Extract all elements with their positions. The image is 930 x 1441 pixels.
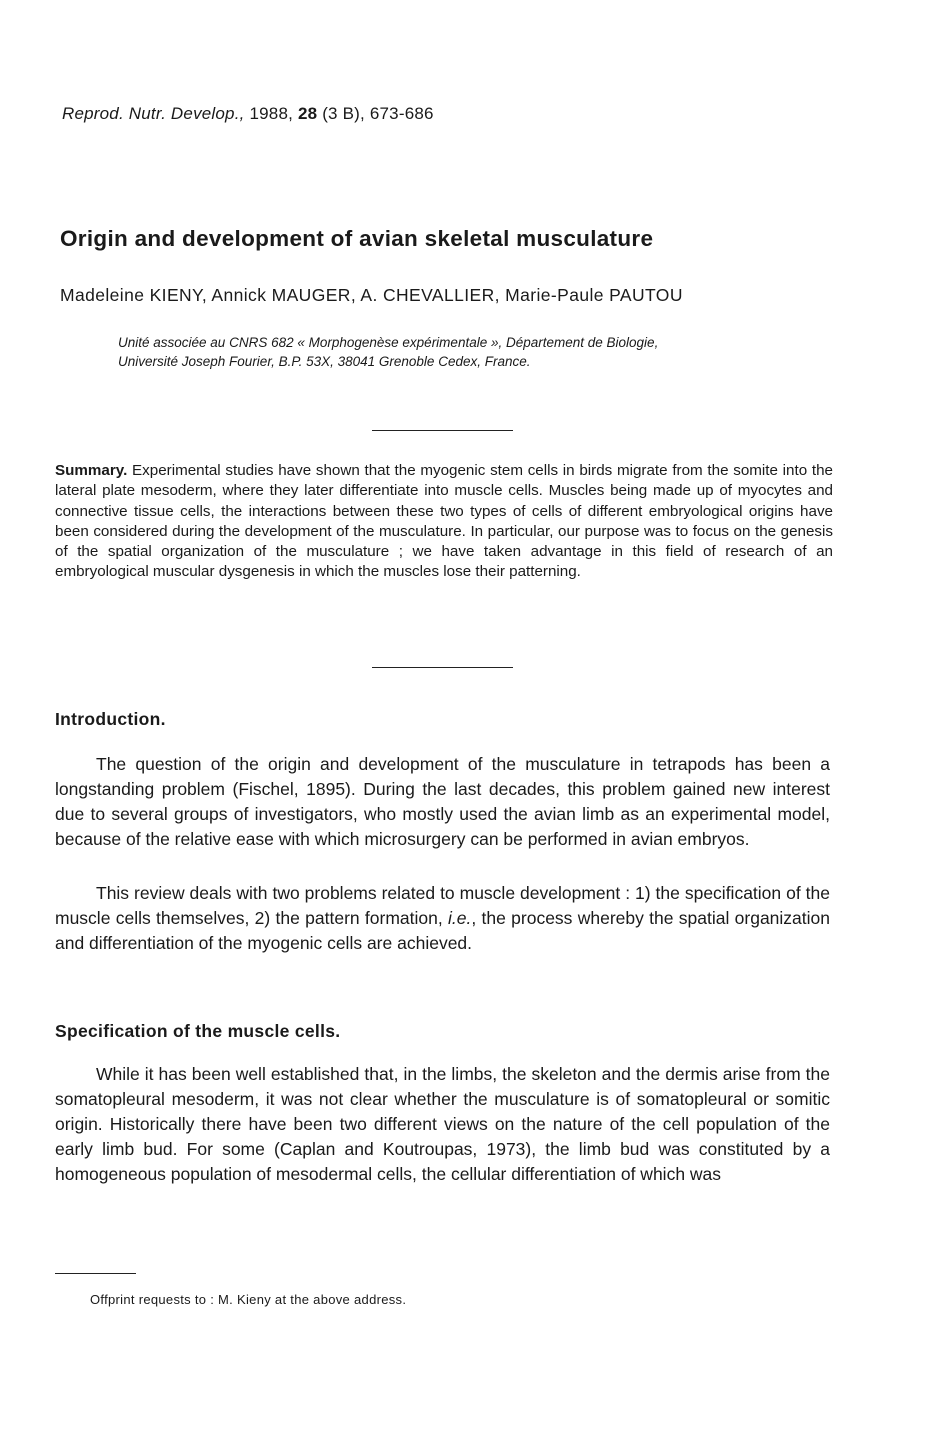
summary-label: Summary. (55, 462, 128, 479)
separator-rule (372, 667, 513, 668)
section-heading-specification: Specification of the muscle cells. (55, 1021, 341, 1041)
separator-rule (372, 430, 513, 431)
footnote: Offprint requests to : M. Kieny at the above address. (90, 1292, 407, 1307)
summary-abstract (55, 461, 833, 583)
summary-text: Experimental studies have shown that the myogenic stem cells in birds migrate from the somite into the lateral plate mesoderm, where they later differentiate into muscle cells. Muscles being made up of myocytes and connective tissue cells, the interactions between these two types of cells of different embryological origins have been considered during the development of the musculature. In particular, our purpose was to focus on the genesis of the spatial organization of the musculature ; we have taken advantage in this field of research of an embryological muscular dysgenesis in which the muscles lose their patterning. (55, 462, 833, 581)
specification-paragraph: While it has been well established that, in the limbs, the skeleton and the dermis arise from the somatopleural mesoderm, it was not clear whether the musculature is of somatopleural or somitic origin. Historically there have been two different views on the nature of the cell population of the early limb bud. For some (Caplan and Koutroupas, 1973), the limb bud was constituted by a homogeneous population of mesodermal cells, the cellular differentiation of which was (55, 1064, 830, 1184)
journal-citation (62, 104, 434, 124)
footnote-rule (55, 1273, 136, 1274)
intro-paragraph: The question of the origin and development of the musculature in tetrapods has been a longstanding problem (Fischel, 1895). During the last decades, this problem gained new interest due to several groups of investigators, who mostly used the avian limb as an experimental model, because of the relative ease with which microsurgery can be performed in avian embryos. (55, 754, 830, 849)
intro-text: This review deals with two problems related to muscle development : 1) the specification of the muscle cells themselves, 2) the pattern formation, (55, 883, 830, 928)
section-heading-introduction: Introduction. (55, 709, 166, 729)
affiliation-line: Unité associée au CNRS 682 « Morphogenèse expérimentale », Département de Biologie, (118, 335, 659, 350)
intro-ie: i.e. (448, 908, 472, 928)
intro-text: , the process whereby the spatial organization and differentiation of the myogenic cells are achieved. (55, 908, 830, 953)
affiliation-line: Université Joseph Fourier, B.P. 53X, 38041 Grenoble Cedex, France. (118, 354, 531, 369)
paper-title: Origin and development of avian skeletal musculature (60, 226, 654, 251)
author-list: Madeleine KIENY, Annick MAUGER, A. CHEVALLIER, Marie-Paule PAUTOU (60, 285, 683, 305)
affiliation (118, 333, 848, 371)
journal-name: Reprod. Nutr. Develop., (62, 104, 245, 123)
journal-volume: 28 (297, 104, 318, 123)
journal-issue-pages: (3 B), 673-686 (317, 104, 434, 123)
journal-year: 1988, (244, 104, 298, 123)
intro-paragraph (55, 881, 830, 956)
